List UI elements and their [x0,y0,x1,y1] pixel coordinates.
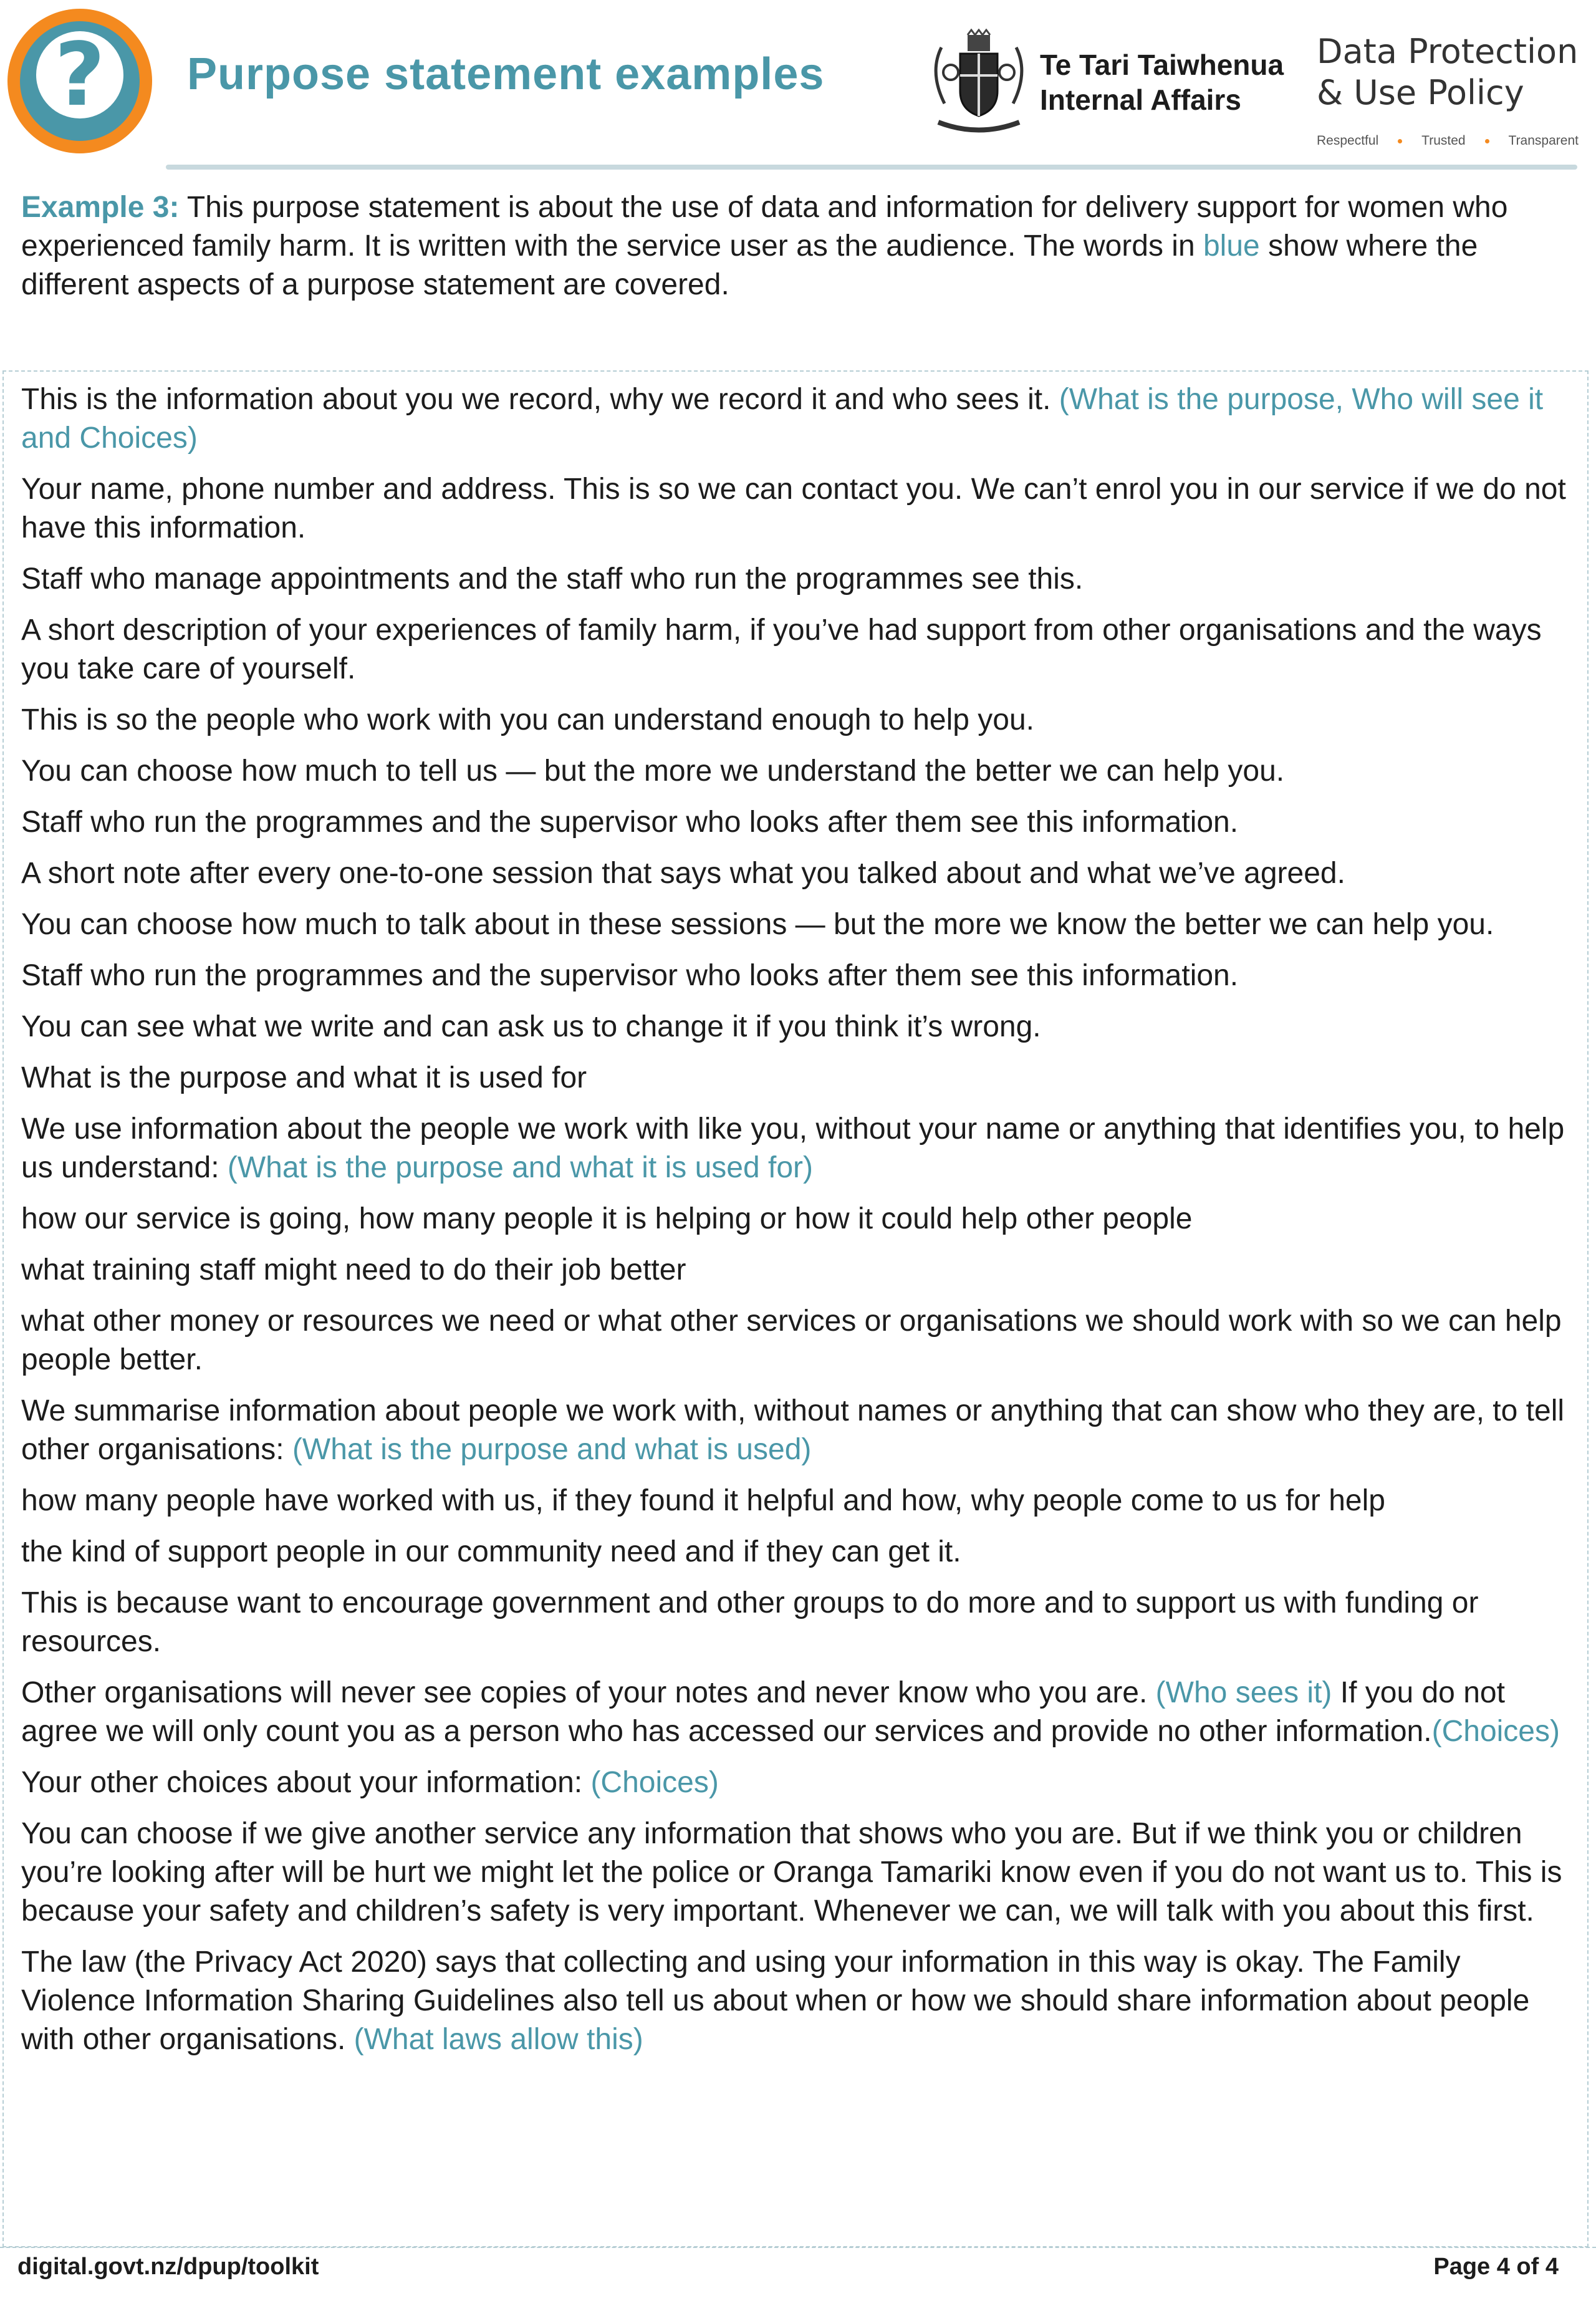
list-item: • Staff who manage appointments and the staff who run the programmes see this. [21,560,1574,599]
aspect-tag: (Who sees it) [1155,1676,1332,1709]
tagline-trusted: Trusted [1421,133,1466,148]
footer-divider [0,2247,1596,2248]
list-item: • A short description of your experiences of family harm, if you’ve had support from other organisations and the ways you take care of yourself. [21,611,1574,688]
list-item-text: You can choose if we give another service any information that shows who you are. But if we think you or children you’re looking after will be hurt we might let the police or Oranga Tamariki know even if you do not want us to. This is because your safety and children’s safety is very important. Whenever we can, we will talk with you about this first. [21,1817,1562,1927]
page-title: Purpose statement examples [187,49,825,99]
tagline [1317,133,1579,148]
list-item: • You can choose how much to talk about in these sessions — but the more we know the better we can help you. [21,905,1574,944]
agency-name [1040,47,1284,117]
intro-paragraph [21,188,1561,304]
paragraph-text: We use information about the people we work with like you, without your name or anything that identifies you, to help us understand: [21,1112,1565,1184]
tagline-transparent: Transparent [1508,133,1579,148]
bullet-list [21,701,1574,740]
paragraph-because: This is because want to encourage government and other groups to do more and to support us with funding or resources. [21,1586,1479,1658]
list-item: • A short note after every one-to-one session that says what you talked about and what we’ve agreed. [21,854,1574,893]
aspect-tag: (Choices) [590,1766,719,1799]
footer-url: digital.govt.nz/dpup/toolkit [17,2254,319,2280]
list-item: • Staff who run the programmes and the supervisor who looks after them see this information. [21,957,1574,995]
tagline-respectful: Respectful [1317,133,1379,148]
aspect-tag: (What laws allow this) [353,2023,643,2056]
list-item: • how our service is going, how many people it is helping or how it could help other people [21,1200,1574,1238]
paragraph-text: Other organisations will never see copies of your notes and never know who you are. [21,1676,1156,1709]
list-item: • You can choose how much to tell us — but the more we understand the better we can help you. [21,752,1574,791]
policy-name [1317,31,1578,113]
header-divider [166,165,1577,170]
svg-text:?: ? [54,25,105,126]
bullet-list [21,957,1574,995]
list-item: • Staff who run the programmes and the supervisor who looks after them see this information. [21,803,1574,842]
list-item [21,1943,1574,2059]
bullet-list [21,1815,1574,2059]
intro-blue-word: blue [1203,229,1260,263]
list-item: • what training staff might need to do their job better [21,1251,1574,1290]
agency-line-2: Internal Affairs [1040,84,1241,116]
intro-text-1: This purpose statement is about the use of data and information for delivery support for women who experienced family harm. It is written with the service user as the audience. The words in [21,191,1508,263]
purpose-statement [21,380,1574,2072]
example-label: Example 3: [21,191,180,224]
paragraph-other-orgs [21,1674,1574,1751]
list-item: • You can see what we write and can ask us to change it if you think it’s wrong. [21,1008,1574,1046]
sub-bullet-list [21,560,1574,688]
bullet-list [21,1482,1574,1571]
aspect-tag: (What is the purpose and what it is used for) [227,1151,814,1184]
policy-line-2: & Use Policy [1317,73,1524,112]
paragraph-choices [21,1763,1574,1802]
tagline-dot [1485,139,1489,143]
bullet-list [21,470,1574,548]
list-item: • how many people have worked with us, if they found it helpful and how, why people come to us for help [21,1482,1574,1520]
question-mark-glyph [30,25,130,137]
list-item: • Your name, phone number and address. This is so we can contact you. We can’t enrol you in our service if we do not have this information. [21,470,1574,548]
aspect-tag: (What is the purpose, Who will see it and Choices) [21,383,1544,455]
policy-line-1: Data Protection [1317,32,1579,71]
list-item: • This is so the people who work with you can understand enough to help you. [21,701,1574,740]
aspect-tag: (What is the purpose and what is used) [292,1433,812,1466]
list-item: • What is the purpose and what it is used for [21,1059,1574,1098]
tagline-dot [1398,139,1402,143]
list-item: • the kind of support people in our community need and if they can get it. [21,1533,1574,1571]
paragraph-summarise [21,1392,1574,1469]
sub-bullet-list [21,752,1574,944]
list-item-text: The law (the Privacy Act 2020) says that collecting and using your information in this way is okay. The Family Violence Information Sharing Guidelines also tell us about when or how we should share information about people with other organisations. [21,1946,1530,2056]
aspect-tag: (Choices) [1431,1715,1560,1748]
question-icon [7,9,152,153]
paragraph-text: If you do not agree we will only count you as a person who has accessed our services and provide no other information. [21,1676,1505,1748]
sub-bullet-list [21,1008,1574,1098]
paragraph-text: This is the information about you we record, why we record it and who sees it. [21,383,1059,416]
paragraph-text: Your other choices about your information: [21,1766,591,1799]
list-item [21,1815,1574,1931]
paragraph-intro [21,380,1574,458]
page-number: Page 4 of 4 [1433,2254,1559,2280]
intro-text-2: show where the different aspects of a purpose statement are covered. [21,229,1478,301]
paragraph-text: We summarise information about people we work with, without names or anything that can show who they are, to tell other organisations: [21,1394,1565,1466]
coat-of-arms-icon [923,29,1035,135]
agency-line-1: Te Tari Taiwhenua [1040,49,1284,81]
list-item: • what other money or resources we need or what other services or organisations we should work with so we can help people better. [21,1302,1574,1379]
paragraph-use [21,1110,1574,1187]
bullet-list [21,1200,1574,1379]
